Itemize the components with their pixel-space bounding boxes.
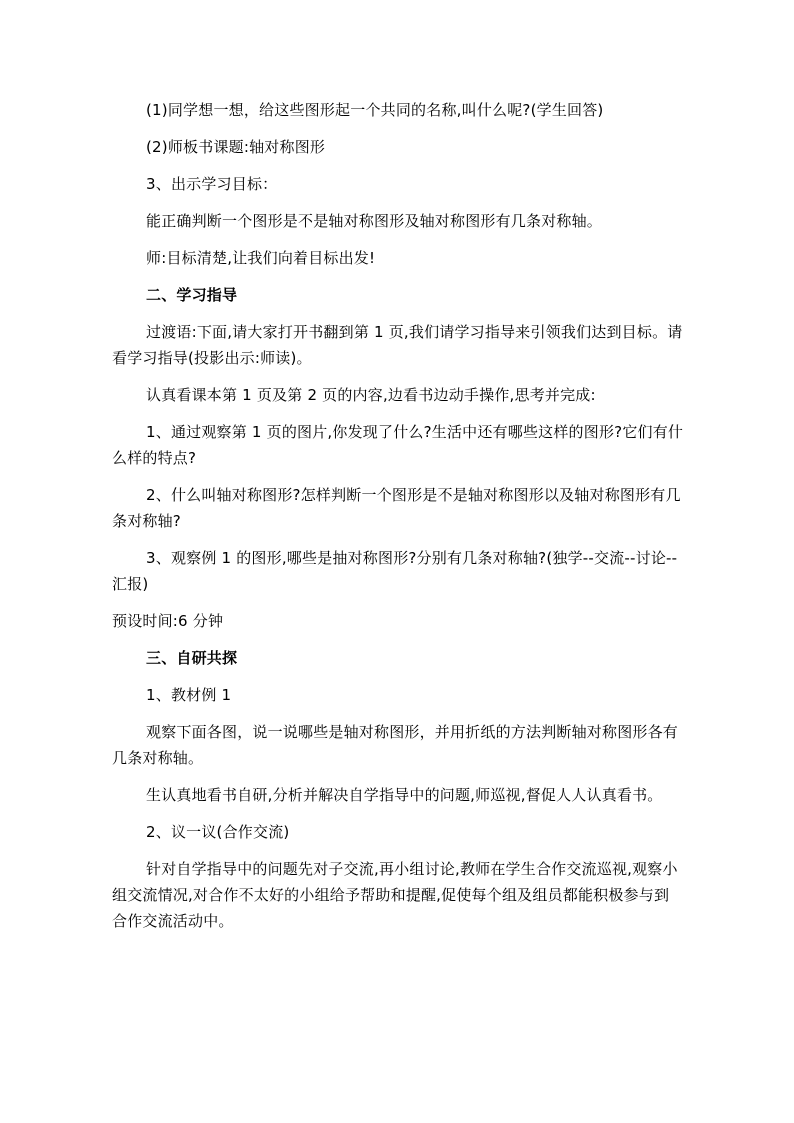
paragraph-5: 师:目标清楚,让我们向着目标出发! (146, 249, 376, 267)
paragraph-9: 1、通过观察第 1 页的图片,你发现了什么?生活中还有哪些这样的图形?它们有什么样的特点? (112, 423, 684, 467)
paragraph-17: 2、议一议(合作交流) (146, 823, 290, 841)
section-heading-3: 三、自研共探 (146, 649, 238, 667)
paragraph-4: 能正确判断一个图形是不是轴对称图形及轴对称图形有几条对称轴。 (146, 212, 603, 230)
paragraph-12: 预设时间:6 分钟 (112, 612, 224, 630)
paragraph-3: 3、出示学习目标： (146, 175, 278, 193)
paragraph-7: 过渡语:下面,请大家打开书翻到第 1 页,我们请学习指导来引领我们达到目标。请看学习指导(投影出示:师读)。 (112, 323, 683, 367)
paragraph-8: 认真看课本第 1 页及第 2 页的内容,边看书边动手操作,思考并完成: (146, 386, 596, 404)
paragraph-11: 3、观察例 1 的图形,哪些是抽对称图形?分别有几条对称轴?(独学--交流--讨论--汇报) (112, 549, 678, 593)
paragraph-16: 生认真地看书自研,分析并解决自学指导中的问题,师巡视,督促人人认真看书。 (146, 786, 663, 804)
paragraph-1: (1)同学想一想，给这些图形起一个共同的名称,叫什么呢?(学生回答) (146, 101, 604, 119)
paragraph-18: 针对自学指导中的问题先对子交流,再小组讨论,教师在学生合作交流巡视,观察小组交流情况,对合作不太好的小组给予帮助和提醒,促使每个组及组员都能积极参与到合作交流活动中。 (112, 860, 678, 930)
paragraph-14: 1、教材例 1 (146, 686, 232, 704)
paragraph-2: (2)师板书课题:轴对称图形 (146, 138, 326, 156)
paragraph-15: 观察下面各图，说一说哪些是轴对称图形，并用折纸的方法判断轴对称图形各有几条对称轴。 (112, 723, 679, 767)
section-heading-2: 二、学习指导 (146, 286, 238, 304)
paragraph-10: 2、什么叫轴对称图形?怎样判断一个图形是不是轴对称图形以及轴对称图形有几条对称轴? (112, 486, 681, 530)
document-body (112, 97, 684, 945)
